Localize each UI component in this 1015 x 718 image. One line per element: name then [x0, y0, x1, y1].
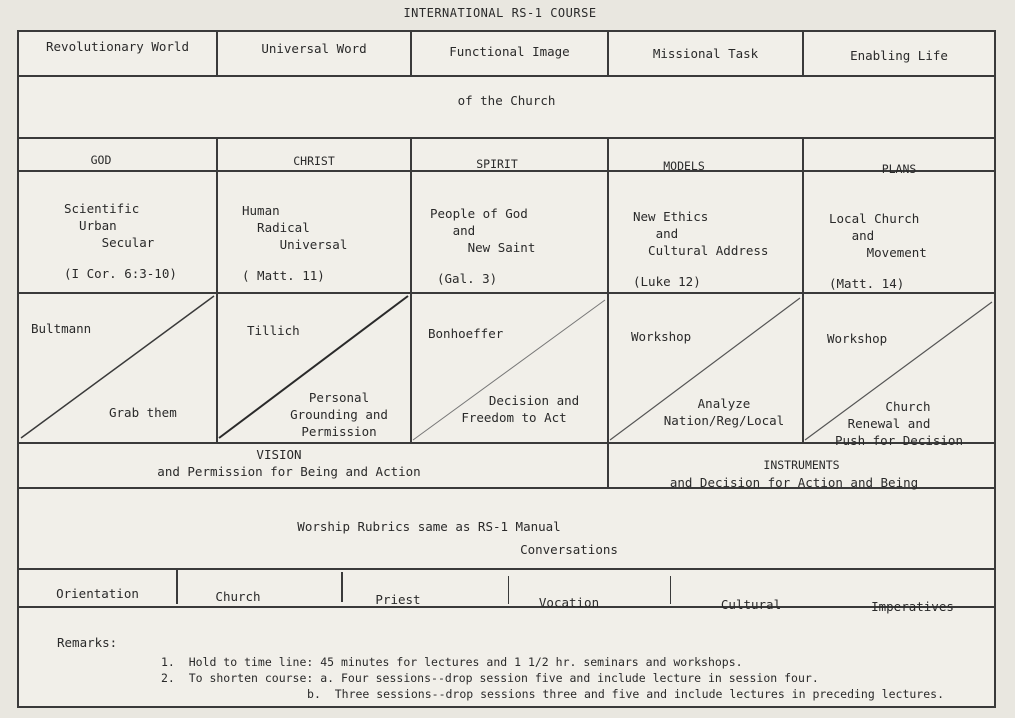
models-reference: (Luke 12): [633, 274, 701, 289]
worship-rubrics: Worship Rubrics same as RS-1 Manual: [297, 519, 561, 534]
models-lower-1: Analyze: [697, 396, 751, 411]
bottom-cell-orientation: Orientation: [56, 586, 139, 601]
models-workshop-label: Workshop: [631, 329, 692, 344]
remark-1: 1. Hold to time line: 45 minutes for lectures and 1 1/2 hr. seminars and workshops.: [161, 655, 743, 669]
plans-line-2: and: [829, 228, 875, 243]
bottom-cell-vocation: Vocation: [538, 595, 600, 610]
instruments-subtitle: and Decision for Action and Being: [669, 475, 919, 490]
course-chart: [17, 30, 996, 708]
christ-reference: ( Matt. 11): [242, 268, 325, 283]
top-cell-enabling-life: Enabling Life: [850, 48, 948, 63]
bultmann-label: Bultmann: [31, 321, 92, 336]
vision-subtitle: and Permission for Being and Action: [157, 464, 421, 479]
header-god: GOD: [90, 153, 112, 167]
plans-line-3: Movement: [829, 245, 927, 260]
models-lower-2: Nation/Reg/Local: [663, 413, 785, 428]
top-cell-functional-image: Functional Image: [449, 44, 570, 59]
models-line-2: and: [633, 226, 679, 241]
christ-lower-1: Personal: [308, 390, 370, 405]
header-spirit: SPIRIT: [476, 157, 518, 171]
spirit-line-3: New Saint: [430, 240, 536, 255]
bonhoeffer-label: Bonhoeffer: [428, 326, 504, 341]
models-line-1: New Ethics: [633, 209, 709, 224]
plans-lower-1: Church: [885, 399, 931, 414]
christ-line-2: Radical: [242, 220, 310, 235]
spirit-lower-1: Decision and: [488, 393, 580, 408]
plans-workshop-label: Workshop: [827, 331, 888, 346]
remark-2: 2. To shorten course: a. Four sessions--drop session five and include lecture in session four.: [161, 671, 819, 685]
christ-lower-2: Grounding and: [290, 407, 388, 422]
bottom-cell-priest: Priest: [375, 592, 421, 607]
bottom-cell-cultural: Cultural: [720, 597, 782, 612]
header-christ: CHRIST: [293, 154, 335, 168]
god-line-3: Secular: [64, 235, 155, 250]
christ-line-3: Universal: [242, 237, 348, 252]
of-the-church: of the Church: [457, 93, 556, 108]
god-lower-text: Grab them: [109, 405, 177, 420]
spirit-lower-2: Freedom to Act: [461, 410, 567, 425]
plans-line-1: Local Church: [829, 211, 920, 226]
spirit-line-1: People of God: [430, 206, 528, 221]
vision-title: VISION: [256, 447, 302, 462]
christ-lower-3: Permission: [301, 424, 377, 439]
plans-lower-2: Renewal and: [847, 416, 931, 431]
header-models: MODELS: [663, 159, 705, 173]
bottom-cell-church: Church: [215, 589, 261, 604]
instruments-title: INSTRUMENTS: [763, 458, 840, 472]
god-line-2: Urban: [64, 218, 117, 233]
top-cell-revolutionary-world: Revolutionary World: [46, 39, 189, 54]
page-title: INTERNATIONAL RS-1 COURSE: [403, 6, 597, 20]
tillich-label: Tillich: [247, 323, 300, 338]
spirit-line-2: and: [430, 223, 476, 238]
conversations-label: Conversations: [520, 542, 618, 557]
plans-reference: (Matt. 14): [829, 276, 905, 291]
christ-line-1: Human: [242, 203, 280, 218]
bottom-cell-imperatives: Imperatives: [871, 599, 954, 614]
god-line-1: Scientific: [64, 201, 140, 216]
plans-lower-3: Push for Decision: [835, 433, 963, 448]
god-reference: (I Cor. 6:3-10): [64, 266, 177, 281]
header-plans: PLANS: [881, 162, 917, 176]
top-cell-missional-task: Missional Task: [652, 46, 759, 61]
remark-2b: b. Three sessions--drop sessions three and five and include lectures in preceding lectures.: [147, 687, 944, 701]
models-line-3: Cultural Address: [633, 243, 769, 258]
remarks-label: Remarks:: [57, 635, 118, 650]
spirit-reference: (Gal. 3): [437, 271, 498, 286]
top-cell-universal-word: Universal Word: [261, 41, 367, 56]
